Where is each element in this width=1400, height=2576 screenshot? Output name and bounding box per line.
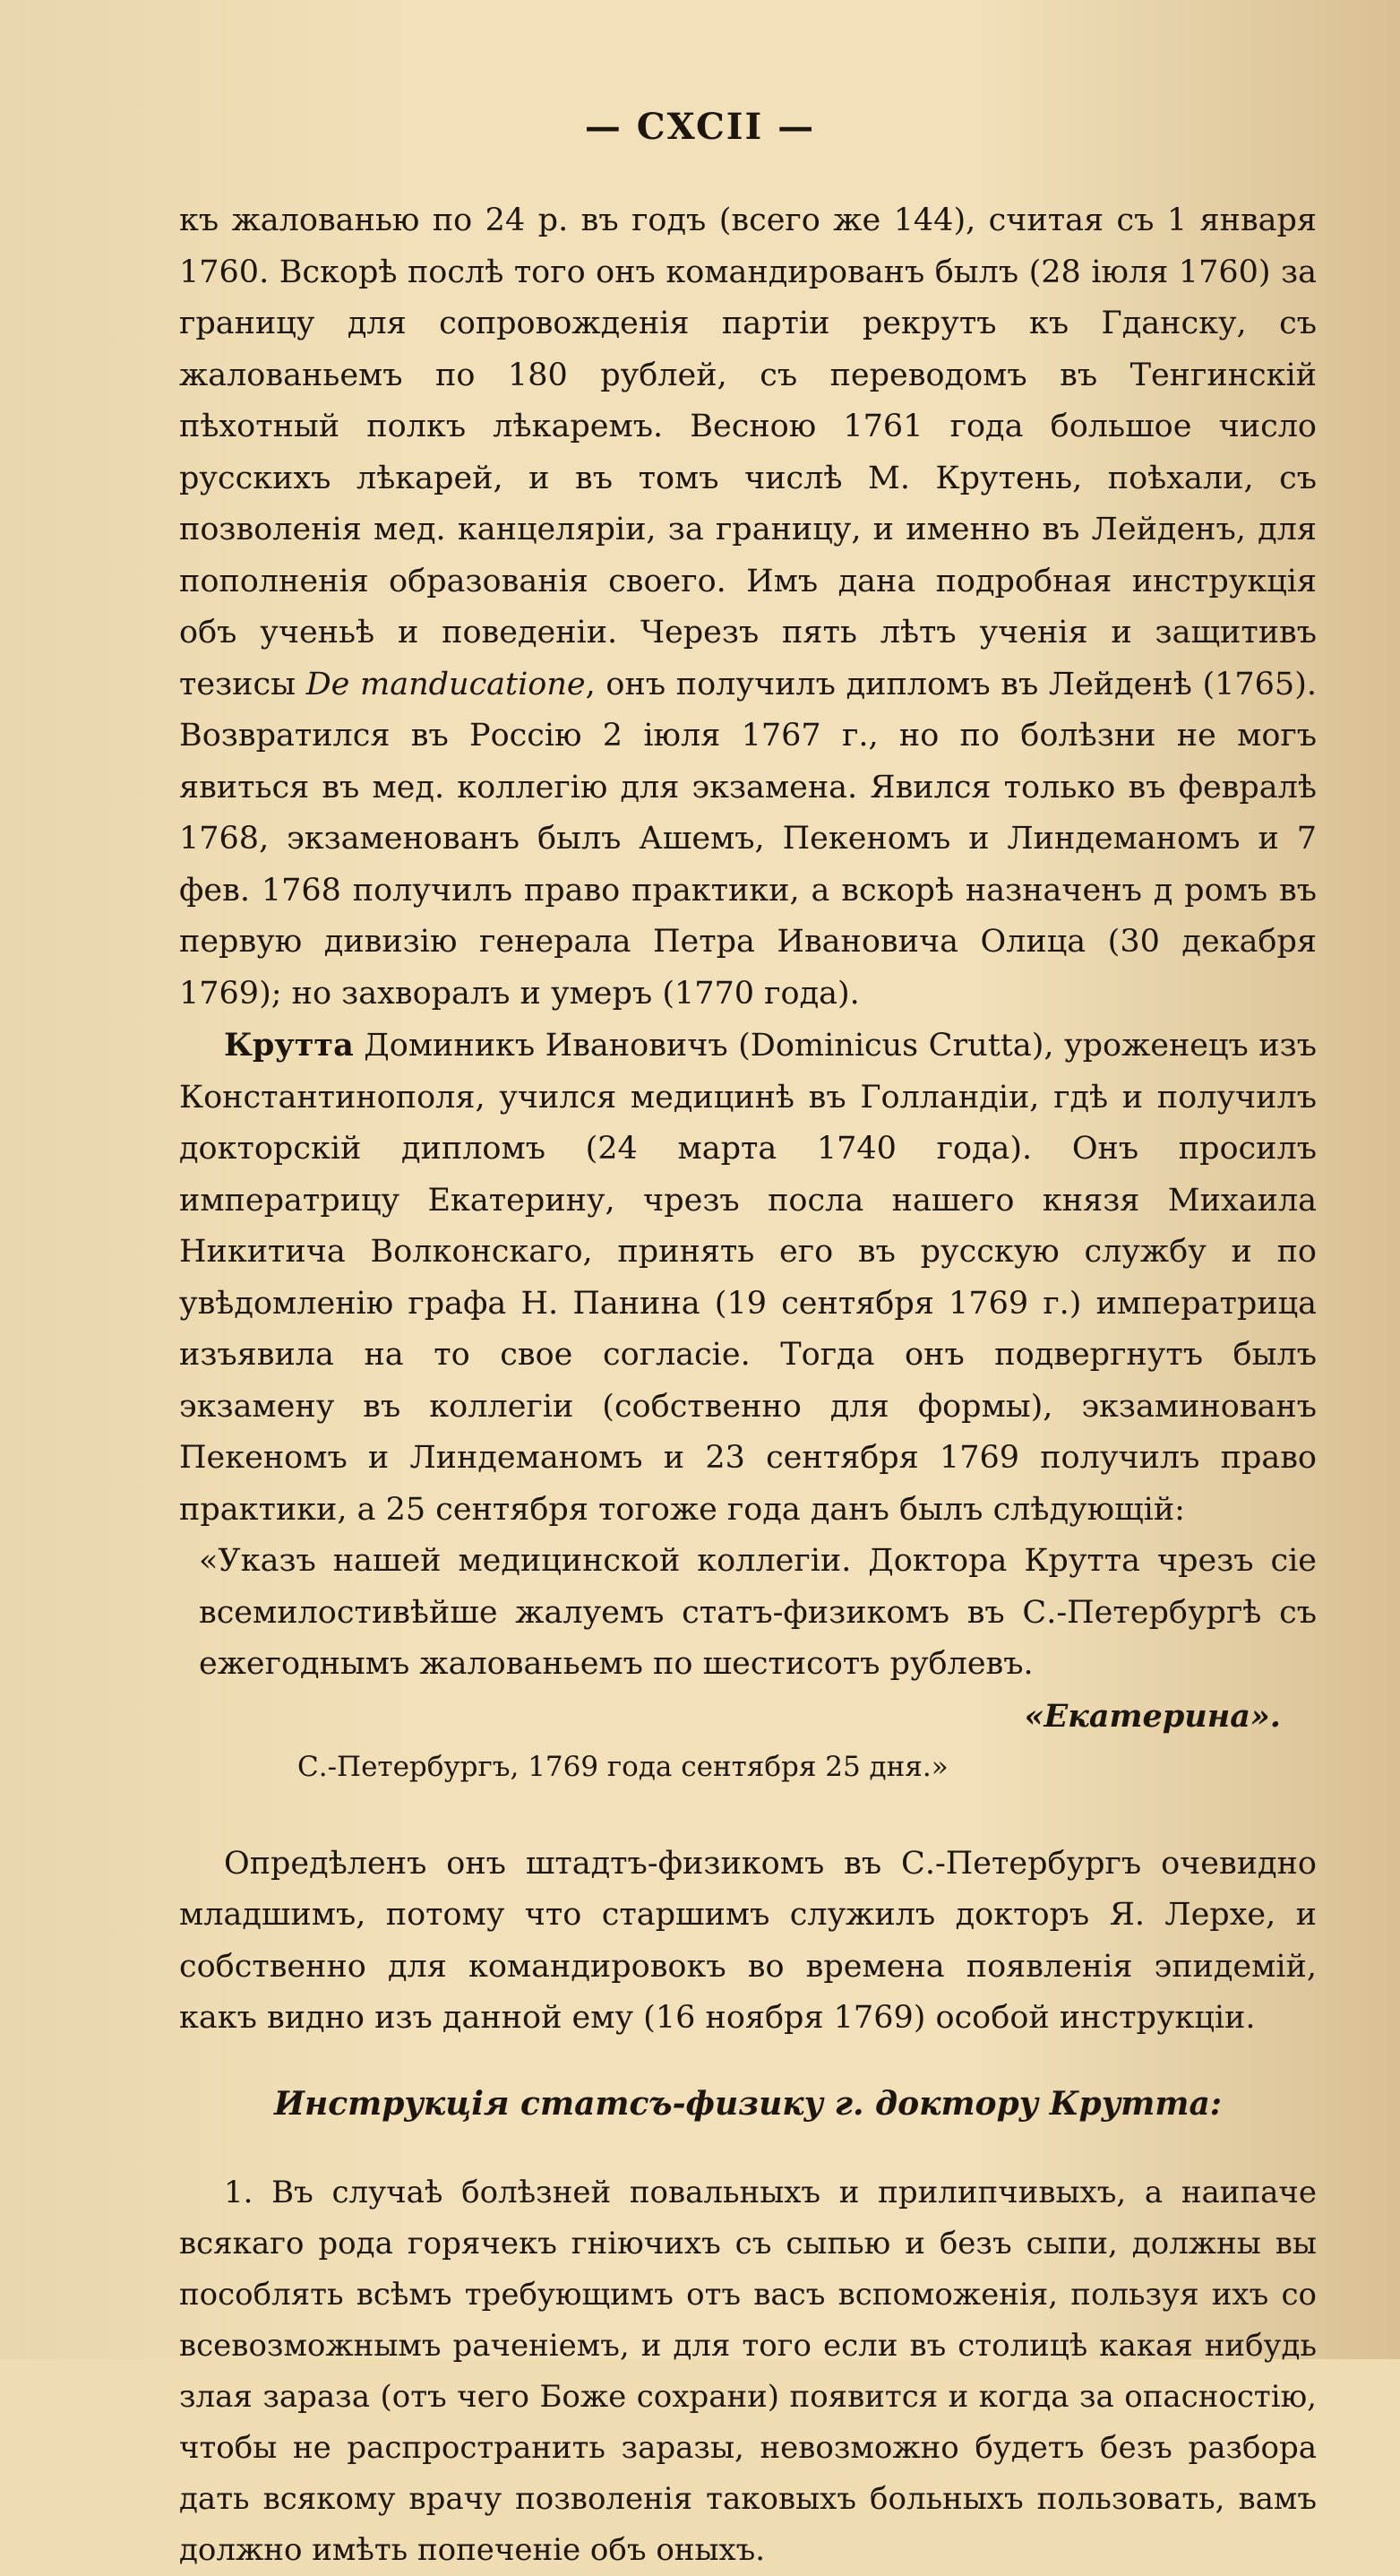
paragraph-appointment: Опредѣленъ онъ штадтъ-физикомъ въ С.-Петербургъ очевидно младшимъ, потому что старшимъ служилъ докторъ Я. Лерхе, и собственно для командировокъ во времена появленія эпидемій, какъ видно изъ данной ему (16 ноября 1769) особой инструкціи.: [179, 1845, 1317, 2036]
decree-date: С.-Петербургъ, 1769 года сентября 25 дня.»: [297, 1751, 949, 1783]
decree-signature: «Екатерина».: [1024, 1697, 1281, 1735]
paragraph-text-continued: , онъ получилъ дипломъ въ Лейденѣ (1765). Возвратился въ Россію 2 іюля 1767 г., но по болѣзни не могъ явиться въ мед. коллегію для экзамена. Явился только въ февралѣ 1768, экзаменованъ былъ Ашемъ, Пекеномъ и Линдеманомъ и 7 фев. 1768 получилъ право практики, а вскорѣ назначенъ д ромъ въ первую дивизію генерала Петра Ивановича Олица (30 декабря 1769); но захворалъ и умеръ (1770 года).: [179, 666, 1317, 1012]
decree-signature-line: [199, 1691, 1317, 1743]
page-number: — CXCII —: [584, 106, 816, 148]
decree-quote: [199, 1536, 1317, 1794]
thesis-title: De manducatione: [305, 666, 586, 702]
instruction-item-1: 1. Въ случаѣ болѣзней повальныхъ и прилипчивыхъ, а наипаче всякаго рода горячекъ гніючихъ съ сыпью и безъ сыпи, должны вы пособлять всѣмъ требующимъ отъ васъ вспоможенія, пользуя ихъ со всевозможнымъ раченіемъ, и для того если въ столицѣ какая нибудь злая зараза (отъ чего Боже сохрани) появится и когда за опасностію, чтобы не распространить заразы, невозможно будетъ безъ разбора дать всякому врачу позволенія таковыхъ больныхъ пользовать, вамъ должно имѣть попеченіе объ оныхъ.: [179, 2175, 1317, 2568]
paragraph-text: Доминикъ Ивановичъ (Dominicus Crutta), уроженецъ изъ Константинополя, учился медицинѣ въ Голландіи, гдѣ и получилъ докторскій дипломъ (24 марта 1740 года). Онъ просилъ императрицу Екатерину, чрезъ посла нашего князя Михаила Никитича Волконскаго, принять его въ русскую службу и по увѣдомленію графа Н. Панина (19 сентября 1769 г.) императрица изъявила на то свое согласіе. Тогда онъ подвергнутъ былъ экзамену въ коллегіи (собственно для формы), экзаминованъ Пекеномъ и Линдеманомъ и 23 сентября 1769 получилъ право практики, а 25 сентября тогоже года данъ былъ слѣдующій:: [179, 1028, 1317, 1528]
paragraph-text: къ жалованью по 24 р. въ годъ (всего же 144), считая съ 1 января 1760. Вскорѣ послѣ того онъ командированъ былъ (28 іюля 1760) за границу для сопровожденія партіи рекрутъ къ Гданску, съ жалованьемъ по 180 рублей, съ переводомъ въ Тенгинскій пѣхотный полкъ лѣкаремъ. Весною 1761 года большое число русскихъ лѣкарей, и въ томъ числѣ М. Крутень, поѣхали, съ позволенія мед. канцеляріи, за границу, и именно въ Лейденъ, для пополненія образованія своего. Имъ дана подробная инструкція объ ученьѣ и поведеніи. Черезъ пять лѣтъ ученія и защитивъ тезисы: [179, 202, 1317, 702]
page-body: [179, 195, 1317, 2576]
paragraph-kruten-biography: [179, 195, 1317, 1020]
entry-name: Крутта: [224, 1027, 354, 1064]
section-heading: Инструкція статсъ-физику г. доктору Крутта:: [273, 2084, 1223, 2123]
paragraph-crutta-biography: [179, 1020, 1317, 1536]
decree-text: «Указъ нашей медицинской коллегіи. Доктора Крутта чрезъ сіе всемилостивѣйше жалуемъ статъ-физикомъ въ С.-Петербургѣ съ ежегоднымъ жалованьемъ по шестисотъ рублевъ.: [199, 1543, 1317, 1682]
